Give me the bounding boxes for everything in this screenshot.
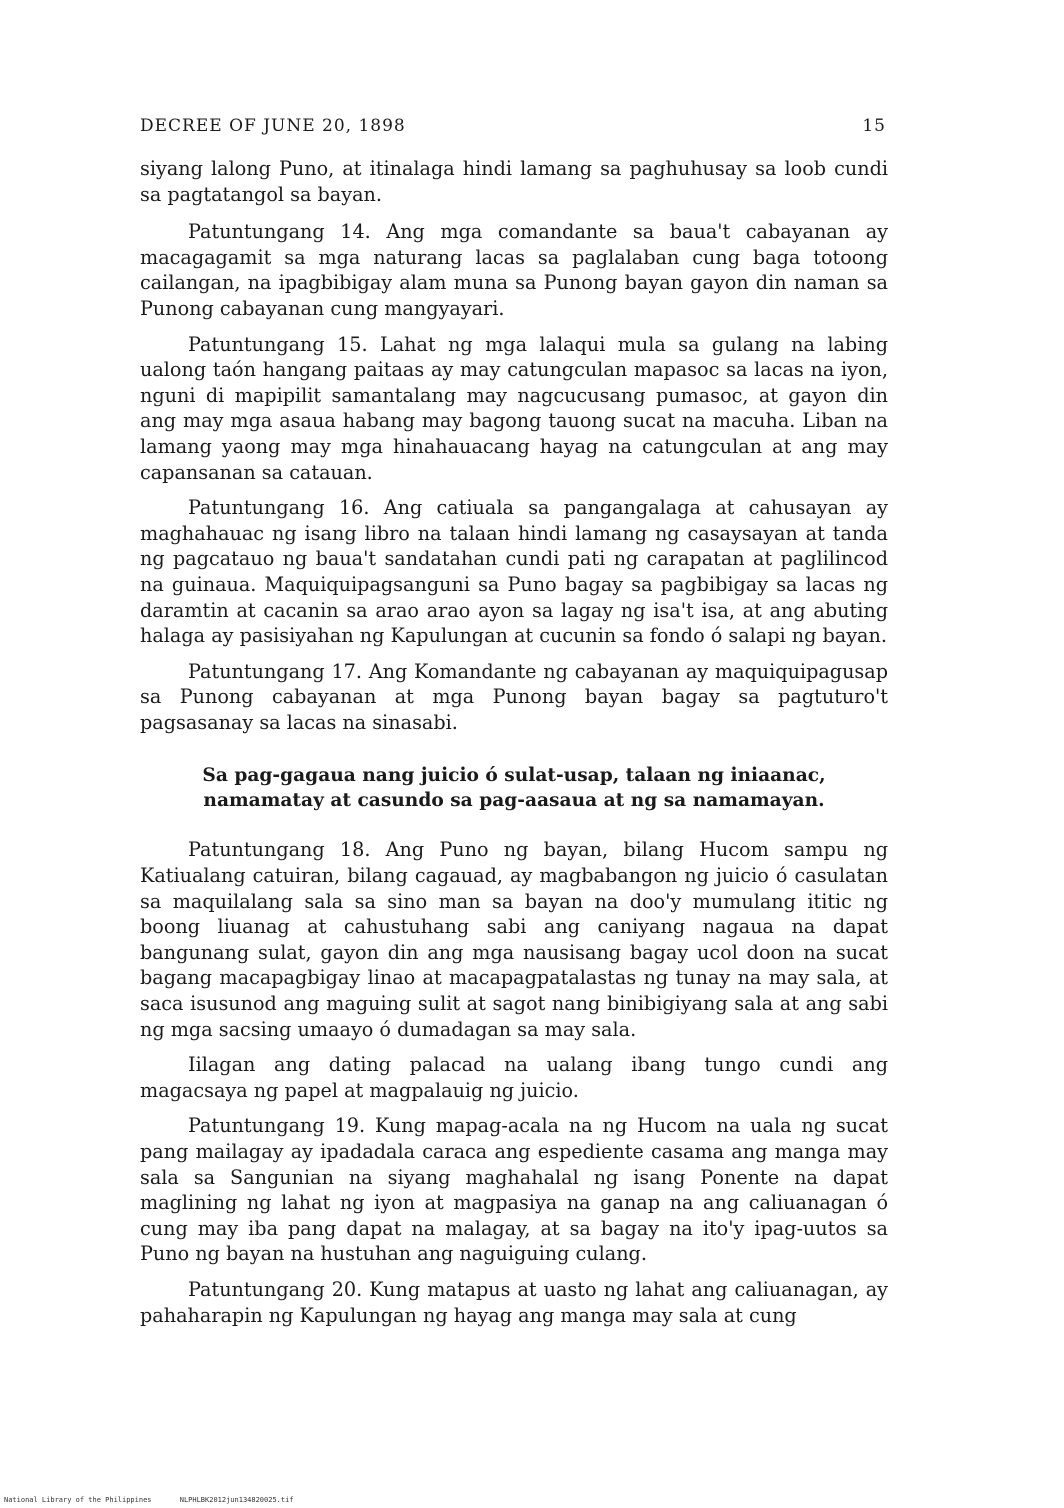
footer-file-id: NLPHLBK2012jun134820025.tif bbox=[179, 1496, 294, 1504]
running-title: DECREE OF JUNE 20, 1898 bbox=[140, 116, 406, 136]
paragraph-article-19: Patuntungang 19. Kung mapag-acala na ng Hucom na uala ng sucat pang mailagay ay ipadadala caraca ang espediente casama ang manga may sala sa Sangunian na siyang maghahalal ng isang Ponente na dapat maglining ng lahat ng iyon at magpasiya na ganap na ang caliuanagan ó cung may iba pang dapat na malagay, at sa bagay na ito'y ipag-uutos sa Puno ng bayan na hustuhan ang naguiguing culang. bbox=[140, 1114, 888, 1266]
scan-footer bbox=[4, 1496, 318, 1504]
page-header bbox=[140, 116, 886, 136]
footer-library: National Library of the Philippines bbox=[4, 1496, 152, 1504]
section-heading: Sa pag-gagaua nang juicio ó sulat-usap, talaan ng iniaanac, namamatay at casundo sa pag-aasaua at ng sa namamayan. bbox=[202, 765, 826, 812]
paragraph-article-18: Patuntungang 18. Ang Puno ng bayan, bilang Hucom sampu ng Katiualang catuiran, bilang cagauad, ay magbabangon ng juicio ó casulatan sa maquilalang sala sa sino man sa bayan na doo'y mumulang ititic ng boong liuanag at cahustuhang sabi ang caniyang nagaua na dapat bangunang sulat, gayon din ang mga nausisang bagay ucol doon na sucat bagang macapagbigay linao at macapagpatalastas ng tunay na may sala, at saca isusunod ang maguing sulit at sagot nang binibigiyang sala at ang sabi ng mga sacsing umaayo ó dumadagan sa may sala. bbox=[140, 838, 888, 1041]
page-number: 15 bbox=[862, 116, 886, 136]
paragraph-iilagan: Iilagan ang dating palacad na ualang ibang tungo cundi ang magacsaya ng papel at magpalauig ng juicio. bbox=[140, 1053, 888, 1102]
paragraph-article-14: Patuntungang 14. Ang mga comandante sa baua't cabayanan ay macagagamit sa mga naturang lacas sa paglalaban cung baga totoong cailangan, na ipagbibigay alam muna sa Punong bayan gayon din naman sa Punong cabayanan cung mangyayari. bbox=[140, 220, 888, 320]
paragraph-article-16: Patuntungang 16. Ang catiuala sa pangangalaga at cahusayan ay maghahauac ng isang libro na talaan hindi lamang ng casaysayan at tanda ng pagcatauo ng baua't sandatahan cundi pati ng carapatan at paglilincod na guinaua. Maquiquipagsanguni sa Puno bagay sa pagbibigay sa lacas ng daramtin at cacanin sa arao arao ayon sa lagay ng isa't isa, at ang abuting halaga ay pasisiyahan ng Kapulungan at cucunin sa fondo ó salapi ng bayan. bbox=[140, 496, 888, 648]
paragraph-continuation: siyang lalong Puno, at itinalaga hindi lamang sa paghuhusay sa loob cundi sa pagtatangol sa bayan. bbox=[140, 157, 888, 206]
paragraph-article-20: Patuntungang 20. Kung matapus at uasto ng lahat ang caliuanagan, ay pahaharapin ng Kapulungan ng hayag ang manga may sala at cung bbox=[140, 1277, 888, 1327]
paragraph-article-15: Patuntungang 15. Lahat ng mga lalaqui mula sa gulang na labing ualong taón hangang paitaas ay may catungculan mapasoc sa lacas na iyon, nguni di mapipilit samantalang may nagcucusang pumasoc, at gayon din ang may mga asaua habang may bagong tauong sucat na macuha. Liban na lamang yaong may mga hinahauacang hayag na catungculan at ang may capansanan sa catauan. bbox=[140, 332, 888, 484]
page-body bbox=[140, 156, 888, 1338]
paragraph-article-17: Patuntungang 17. Ang Komandante ng cabayanan ay maquiquipagusap sa Punong cabayanan at mga Punong bayan bagay sa pagtuturo't pagsasanay sa lacas na sinasabi. bbox=[140, 659, 888, 734]
